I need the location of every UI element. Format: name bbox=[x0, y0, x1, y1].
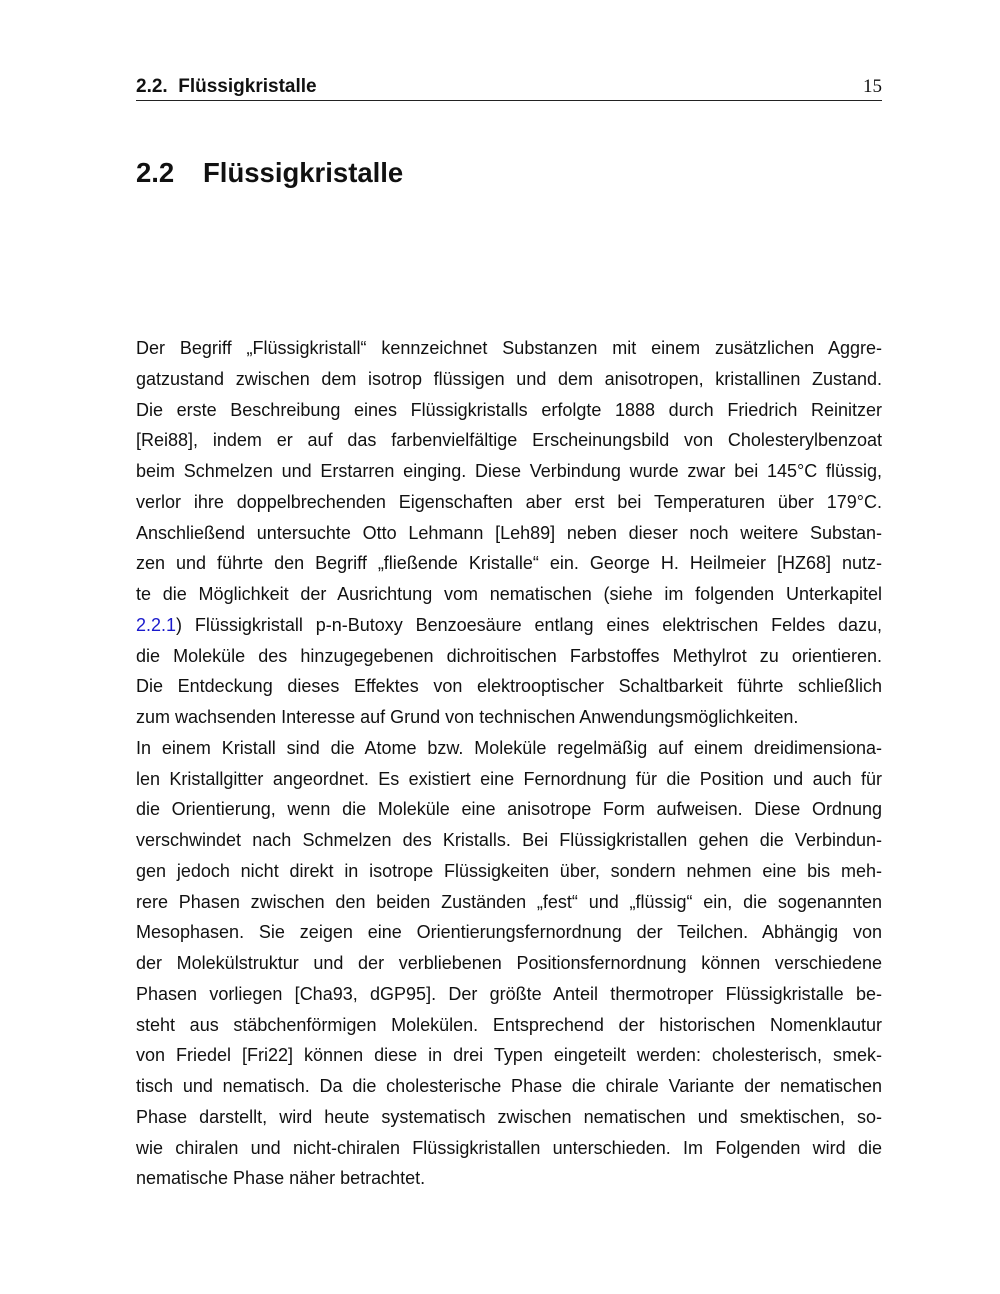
text-line: gatzustand zwischen dem isotrop flüssigen und dem anisotropen, kristallinen Zustand. bbox=[136, 368, 882, 389]
text-line: len Kristallgitter angeordnet. Es existiert eine Fernordnung für die Position und auch für bbox=[136, 768, 882, 789]
text-line: Die Entdeckung dieses Effektes von elektrooptischer Schaltbarkeit führte schließlich bbox=[136, 676, 882, 697]
section-crossref-link[interactable]: 2.2.1 bbox=[136, 614, 177, 635]
text-line-with-crossref bbox=[136, 610, 882, 641]
text-line: Phasen vorliegen [Cha93, dGP95]. Der größte Anteil thermotroper Flüssigkristalle be- bbox=[136, 983, 882, 1004]
running-title: 2.2. Flüssigkristalle bbox=[136, 76, 317, 97]
section-number: 2.2 bbox=[136, 157, 175, 188]
text-line: te die Möglichkeit der Ausrichtung vom nematischen (siehe im folgenden Unterkapitel bbox=[136, 584, 882, 604]
text-line: tisch und nematisch. Da die cholesterische Phase die chirale Variante der nematischen bbox=[136, 1076, 882, 1096]
text-line-rest: ) Flüssigkristall p-n-Butoxy Benzoesäure entlang eines elektrischen Feldes dazu, bbox=[176, 614, 882, 635]
text-line: Mesophasen. Sie zeigen eine Orientierungsfernordnung der Teilchen. Abhängig von bbox=[136, 922, 882, 943]
text-line: rere Phasen zwischen den beiden Zuständen „fest“ und „flüssig“ ein, die sogenannten bbox=[136, 891, 882, 912]
text-line: nematische Phase näher betrachtet. bbox=[136, 1168, 426, 1189]
text-line: zen und führte den Begriff „fließende Kristalle“ ein. George H. Heilmeier [HZ68] nutz- bbox=[136, 553, 882, 574]
text-line: [Rei88], indem er auf das farbenvielfältige Erscheinungsbild von Cholesterylbenzoat bbox=[136, 430, 882, 451]
text-line: In einem Kristall sind die Atome bzw. Moleküle regelmäßig auf einem dreidimensiona- bbox=[136, 737, 882, 758]
section-title: Flüssigkristalle bbox=[203, 157, 404, 188]
text-line: wie chiralen und nicht-chiralen Flüssigkristallen unterschieden. Im Folgenden wird die bbox=[136, 1137, 882, 1158]
text-line: von Friedel [Fri22] können diese in drei Typen eingeteilt werden: cholesterisch, smek- bbox=[136, 1045, 882, 1066]
text-line: die Orientierung, wenn die Moleküle eine anisotrope Form aufweisen. Diese Ordnung bbox=[136, 799, 882, 820]
body-text bbox=[136, 333, 882, 1194]
section-heading bbox=[136, 155, 403, 191]
text-line: verlor ihre doppelbrechenden Eigenschaften aber erst bei Temperaturen über 179°C. bbox=[136, 491, 882, 512]
page-number: 15 bbox=[863, 76, 882, 97]
text-line: verschwindet nach Schmelzen des Kristalls. Bei Flüssigkristallen gehen die Verbindun- bbox=[136, 830, 882, 850]
text-line: die Moleküle des hinzugegebenen dichroitischen Farbstoffes Methylrot zu orientieren. bbox=[136, 645, 882, 666]
text-line: der Molekülstruktur und der verbliebenen Positionsfernordnung können verschiedene bbox=[136, 953, 882, 973]
text-line: Der Begriff „Flüssigkristall“ kennzeichnet Substanzen mit einem zusätzlichen Aggre- bbox=[136, 338, 882, 358]
text-line: steht aus stäbchenförmigen Molekülen. Entsprechend der historischen Nomenklautur bbox=[136, 1014, 882, 1035]
running-header bbox=[136, 76, 882, 101]
text-line: beim Schmelzen und Erstarren einging. Diese Verbindung wurde zwar bei 145°C flüssig, bbox=[136, 461, 882, 481]
text-line: zum wachsenden Interesse auf Grund von technischen Anwendungsmöglichkeiten. bbox=[136, 707, 799, 727]
text-line: gen jedoch nicht direkt in isotrope Flüssigkeiten über, sondern nehmen eine bis meh- bbox=[136, 860, 882, 881]
text-line: Phase darstellt, wird heute systematisch zwischen nematischen und smektischen, so- bbox=[136, 1106, 882, 1127]
text-line: Die erste Beschreibung eines Flüssigkristalls erfolgte 1888 durch Friedrich Reinitzer bbox=[136, 399, 882, 420]
text-line: Anschließend untersuchte Otto Lehmann [Leh89] neben dieser noch weitere Substan- bbox=[136, 522, 882, 543]
